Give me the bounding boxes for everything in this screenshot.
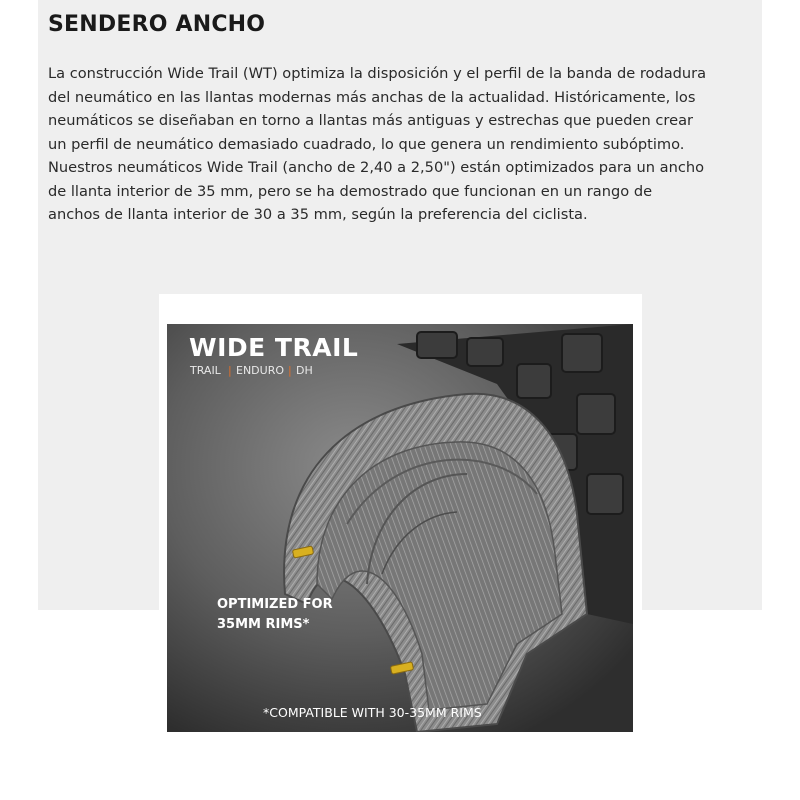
footnote: *COMPATIBLE WITH 30-35MM RIMS xyxy=(263,705,482,720)
category-separator: | xyxy=(288,364,292,377)
section-description: La construcción Wide Trail (WT) optimiza la disposición y el perfil de la banda de rodadura del neumático en las llantas modernas más anchas de la actualidad. Históricamente, los neumáticos se diseñaban en torno a llantas más antiguas y estrechas que pueden crear un perfil de neumático demasiado cuadrado, lo que genera un rendimiento subóptimo. Nuestros neumáticos Wide Trail (ancho de 2,40 a 2,50") están optimizados para un ancho de llanta interior de 35 mm, pero se ha demostrado que funcionan en un rango de anchos de llanta interior de 30 a 35 mm, según la preferencia del ciclista. xyxy=(48,65,707,223)
tire-cross-section-image xyxy=(167,324,633,732)
category-enduro: ENDURO xyxy=(236,364,285,377)
category-trail: TRAIL xyxy=(190,364,221,377)
category-dh: DH xyxy=(296,364,313,377)
figure-heading: WIDE TRAIL xyxy=(189,333,359,362)
callout-line2: 35MM RIMS* xyxy=(217,617,310,632)
callout-line1: OPTIMIZED FOR xyxy=(217,597,333,612)
category-separator: | xyxy=(228,364,232,377)
wide-trail-figure xyxy=(159,294,642,738)
section-title: SENDERO ANCHO xyxy=(48,12,266,37)
